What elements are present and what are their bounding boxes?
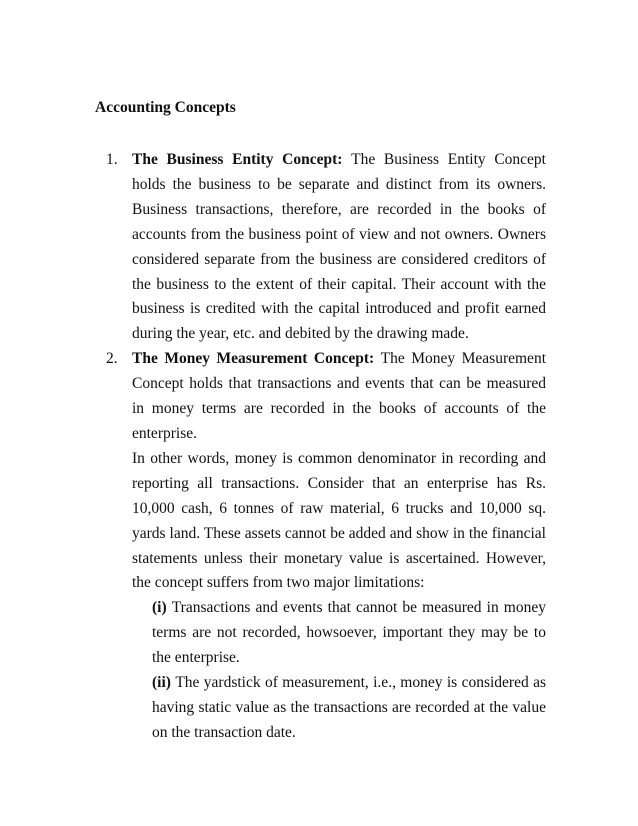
concept-description: The Business Entity Concept holds the business to be separate and distinct from its owners. Business transactions, therefore, are recorded in the books of accounts from the business point of view and not owners. Owners considered separate from the business are considered creditors of the business to the extent of their capital. Their account with the business is credited with the capital introduced and profit earned during the year, etc. and debited by the drawing made. <box>132 151 546 343</box>
limitations-list <box>132 596 546 745</box>
concept-item-business-entity <box>106 148 546 347</box>
concept-description-continued: In other words, money is common denominator in recording and reporting all transactions. Consider that an enterprise has Rs. 10,000 cash, 6 tonnes of raw material, 6 trucks and 10,000 sq. yards land. These assets cannot be added and show in the financial statements unless their monetary value is ascertained. However, the concept suffers from two major limitations: <box>132 449 546 592</box>
limitation-marker: (ii) <box>152 674 176 692</box>
concept-number: 1. <box>106 151 118 168</box>
page-title: Accounting Concepts <box>95 99 236 116</box>
limitation-text: The yardstick of measurement, i.e., money is considered as having static value as the transactions are recorded at the value on the transaction date. <box>152 674 547 741</box>
limitation-item <box>152 596 546 671</box>
limitation-text: Transactions and events that cannot be measured in money terms are not recorded, howsoever, important they may be to the enterprise. <box>152 599 546 667</box>
limitation-item <box>152 671 546 746</box>
concept-description: The Money Measurement Concept holds that transactions and events that can be measured in money terms are recorded in the books of accounts of the enterprise. <box>132 350 546 442</box>
concept-number: 2. <box>106 350 118 368</box>
concept-term: The Business Entity Concept: <box>132 151 352 168</box>
limitation-marker: (i) <box>152 599 172 617</box>
concept-item-money-measurement <box>106 347 546 746</box>
concept-term: The Money Measurement Concept: <box>132 350 381 368</box>
concepts-list <box>106 148 546 746</box>
